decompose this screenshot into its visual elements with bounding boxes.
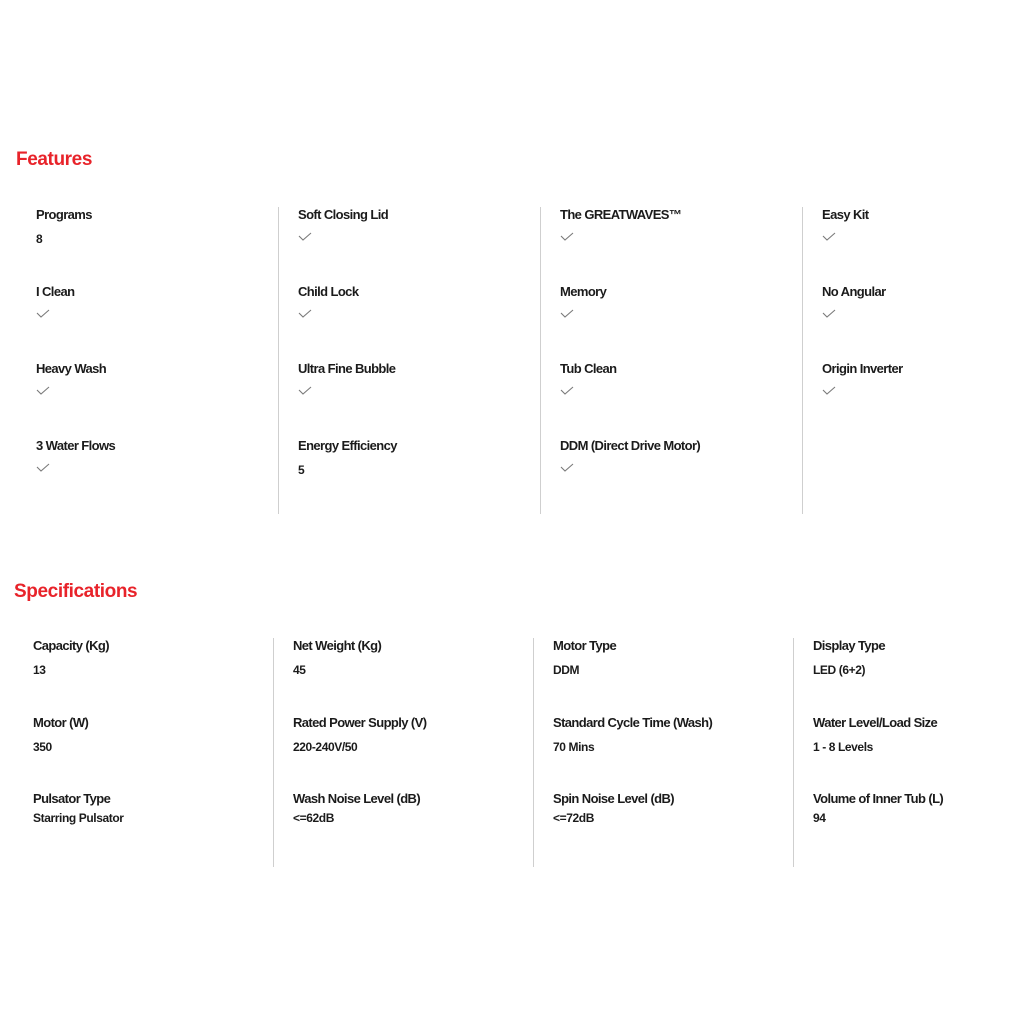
features-grid xyxy=(17,207,1024,514)
spec-value: 1 - 8 Levels xyxy=(813,739,873,754)
feature-item-3-water-flows xyxy=(36,438,278,515)
check-icon xyxy=(822,384,836,398)
check-icon xyxy=(560,230,574,244)
spec-item-capacity xyxy=(33,638,273,715)
spec-item-wash-noise-level xyxy=(293,791,533,868)
spec-item-net-weight xyxy=(293,638,533,715)
check-icon xyxy=(822,307,836,321)
specifications-heading: Specifications xyxy=(14,581,138,602)
feature-item-energy-efficiency xyxy=(298,438,540,515)
spec-value: <=72dB xyxy=(553,811,594,825)
spec-label: Pulsator Type xyxy=(33,791,111,806)
feature-label: DDM (Direct Drive Motor) xyxy=(560,438,701,453)
check-icon xyxy=(298,230,312,244)
spec-item-display-type xyxy=(813,638,1024,715)
specs-column-2 xyxy=(274,638,534,867)
feature-label: Tub Clean xyxy=(560,361,617,376)
spec-value: 350 xyxy=(33,739,52,754)
specs-column-4 xyxy=(794,638,1024,867)
feature-item-origin-inverter xyxy=(822,361,1024,438)
feature-label: Soft Closing Lid xyxy=(298,207,389,222)
feature-label: Ultra Fine Bubble xyxy=(298,361,396,376)
features-heading: Features xyxy=(16,149,93,170)
check-icon xyxy=(36,307,50,321)
spec-item-standard-cycle-time xyxy=(553,715,793,792)
specs-column-3 xyxy=(534,638,794,867)
feature-label: Origin Inverter xyxy=(822,361,903,376)
spec-label: Water Level/Load Size xyxy=(813,714,938,730)
feature-item-memory xyxy=(560,284,802,361)
check-icon xyxy=(36,461,50,475)
feature-item-child-lock xyxy=(298,284,540,361)
feature-item-greatwaves xyxy=(560,207,802,284)
features-column-3 xyxy=(541,207,803,514)
spec-label: Spin Noise Level (dB) xyxy=(553,791,675,806)
spec-value: LED (6+2) xyxy=(813,663,866,677)
feature-item-i-clean xyxy=(36,284,278,361)
check-icon xyxy=(298,307,312,321)
check-icon xyxy=(298,384,312,398)
check-icon xyxy=(560,461,574,475)
feature-item-tub-clean xyxy=(560,361,802,438)
spec-label: Standard Cycle Time (Wash) xyxy=(553,714,713,730)
spec-item-inner-tub-volume xyxy=(813,791,1024,868)
feature-item-heavy-wash xyxy=(36,361,278,438)
check-icon xyxy=(560,384,574,398)
spec-value: 94 xyxy=(813,811,826,825)
spec-label: Rated Power Supply (V) xyxy=(293,714,427,730)
spec-value: DDM xyxy=(553,663,580,677)
check-icon xyxy=(560,307,574,321)
feature-item-easy-kit xyxy=(822,207,1024,284)
spec-item-spin-noise-level xyxy=(553,791,793,868)
feature-item-soft-closing-lid xyxy=(298,207,540,284)
spec-value: 220-240V/50 xyxy=(293,739,358,754)
spec-value: Starring Pulsator xyxy=(33,811,124,825)
specs-column-1 xyxy=(14,638,274,867)
feature-label: Memory xyxy=(560,284,607,299)
spec-label: Display Type xyxy=(813,638,886,653)
feature-label: I Clean xyxy=(36,284,75,299)
check-icon xyxy=(822,230,836,244)
feature-label: Child Lock xyxy=(298,284,359,299)
spec-label: Motor (W) xyxy=(33,714,89,730)
features-column-1 xyxy=(17,207,279,514)
features-column-4 xyxy=(803,207,1024,514)
feature-label: Heavy Wash xyxy=(36,361,107,376)
spec-value: 13 xyxy=(33,663,46,677)
spec-item-motor-type xyxy=(553,638,793,715)
features-column-2 xyxy=(279,207,541,514)
feature-item-ddm xyxy=(560,438,802,515)
feature-label: No Angular xyxy=(822,284,886,299)
spec-item-water-level xyxy=(813,715,1024,792)
spec-label: Motor Type xyxy=(553,638,617,653)
check-icon xyxy=(36,384,50,398)
feature-item-ultra-fine-bubble xyxy=(298,361,540,438)
feature-label: Easy Kit xyxy=(822,207,869,222)
spec-value: <=62dB xyxy=(293,811,334,825)
spec-label: Volume of Inner Tub (L) xyxy=(813,791,944,806)
spec-value: 70 Mins xyxy=(553,739,595,754)
spec-item-pulsator-type xyxy=(33,791,273,868)
spec-item-motor xyxy=(33,715,273,792)
feature-value: 8 xyxy=(36,232,43,246)
feature-item-programs xyxy=(36,207,278,284)
spec-item-rated-power-supply xyxy=(293,715,533,792)
specifications-grid xyxy=(14,638,1024,867)
spec-value: 45 xyxy=(293,663,306,677)
spec-label: Net Weight (Kg) xyxy=(293,638,382,653)
spec-label: Capacity (Kg) xyxy=(33,638,109,653)
feature-item-no-angular xyxy=(822,284,1024,361)
feature-label: 3 Water Flows xyxy=(36,438,116,453)
spec-label: Wash Noise Level (dB) xyxy=(293,791,421,806)
feature-value: 5 xyxy=(298,463,305,477)
feature-label: Energy Efficiency xyxy=(298,438,397,453)
feature-label: The GREATWAVES™ xyxy=(560,207,682,222)
feature-label: Programs xyxy=(36,207,92,222)
